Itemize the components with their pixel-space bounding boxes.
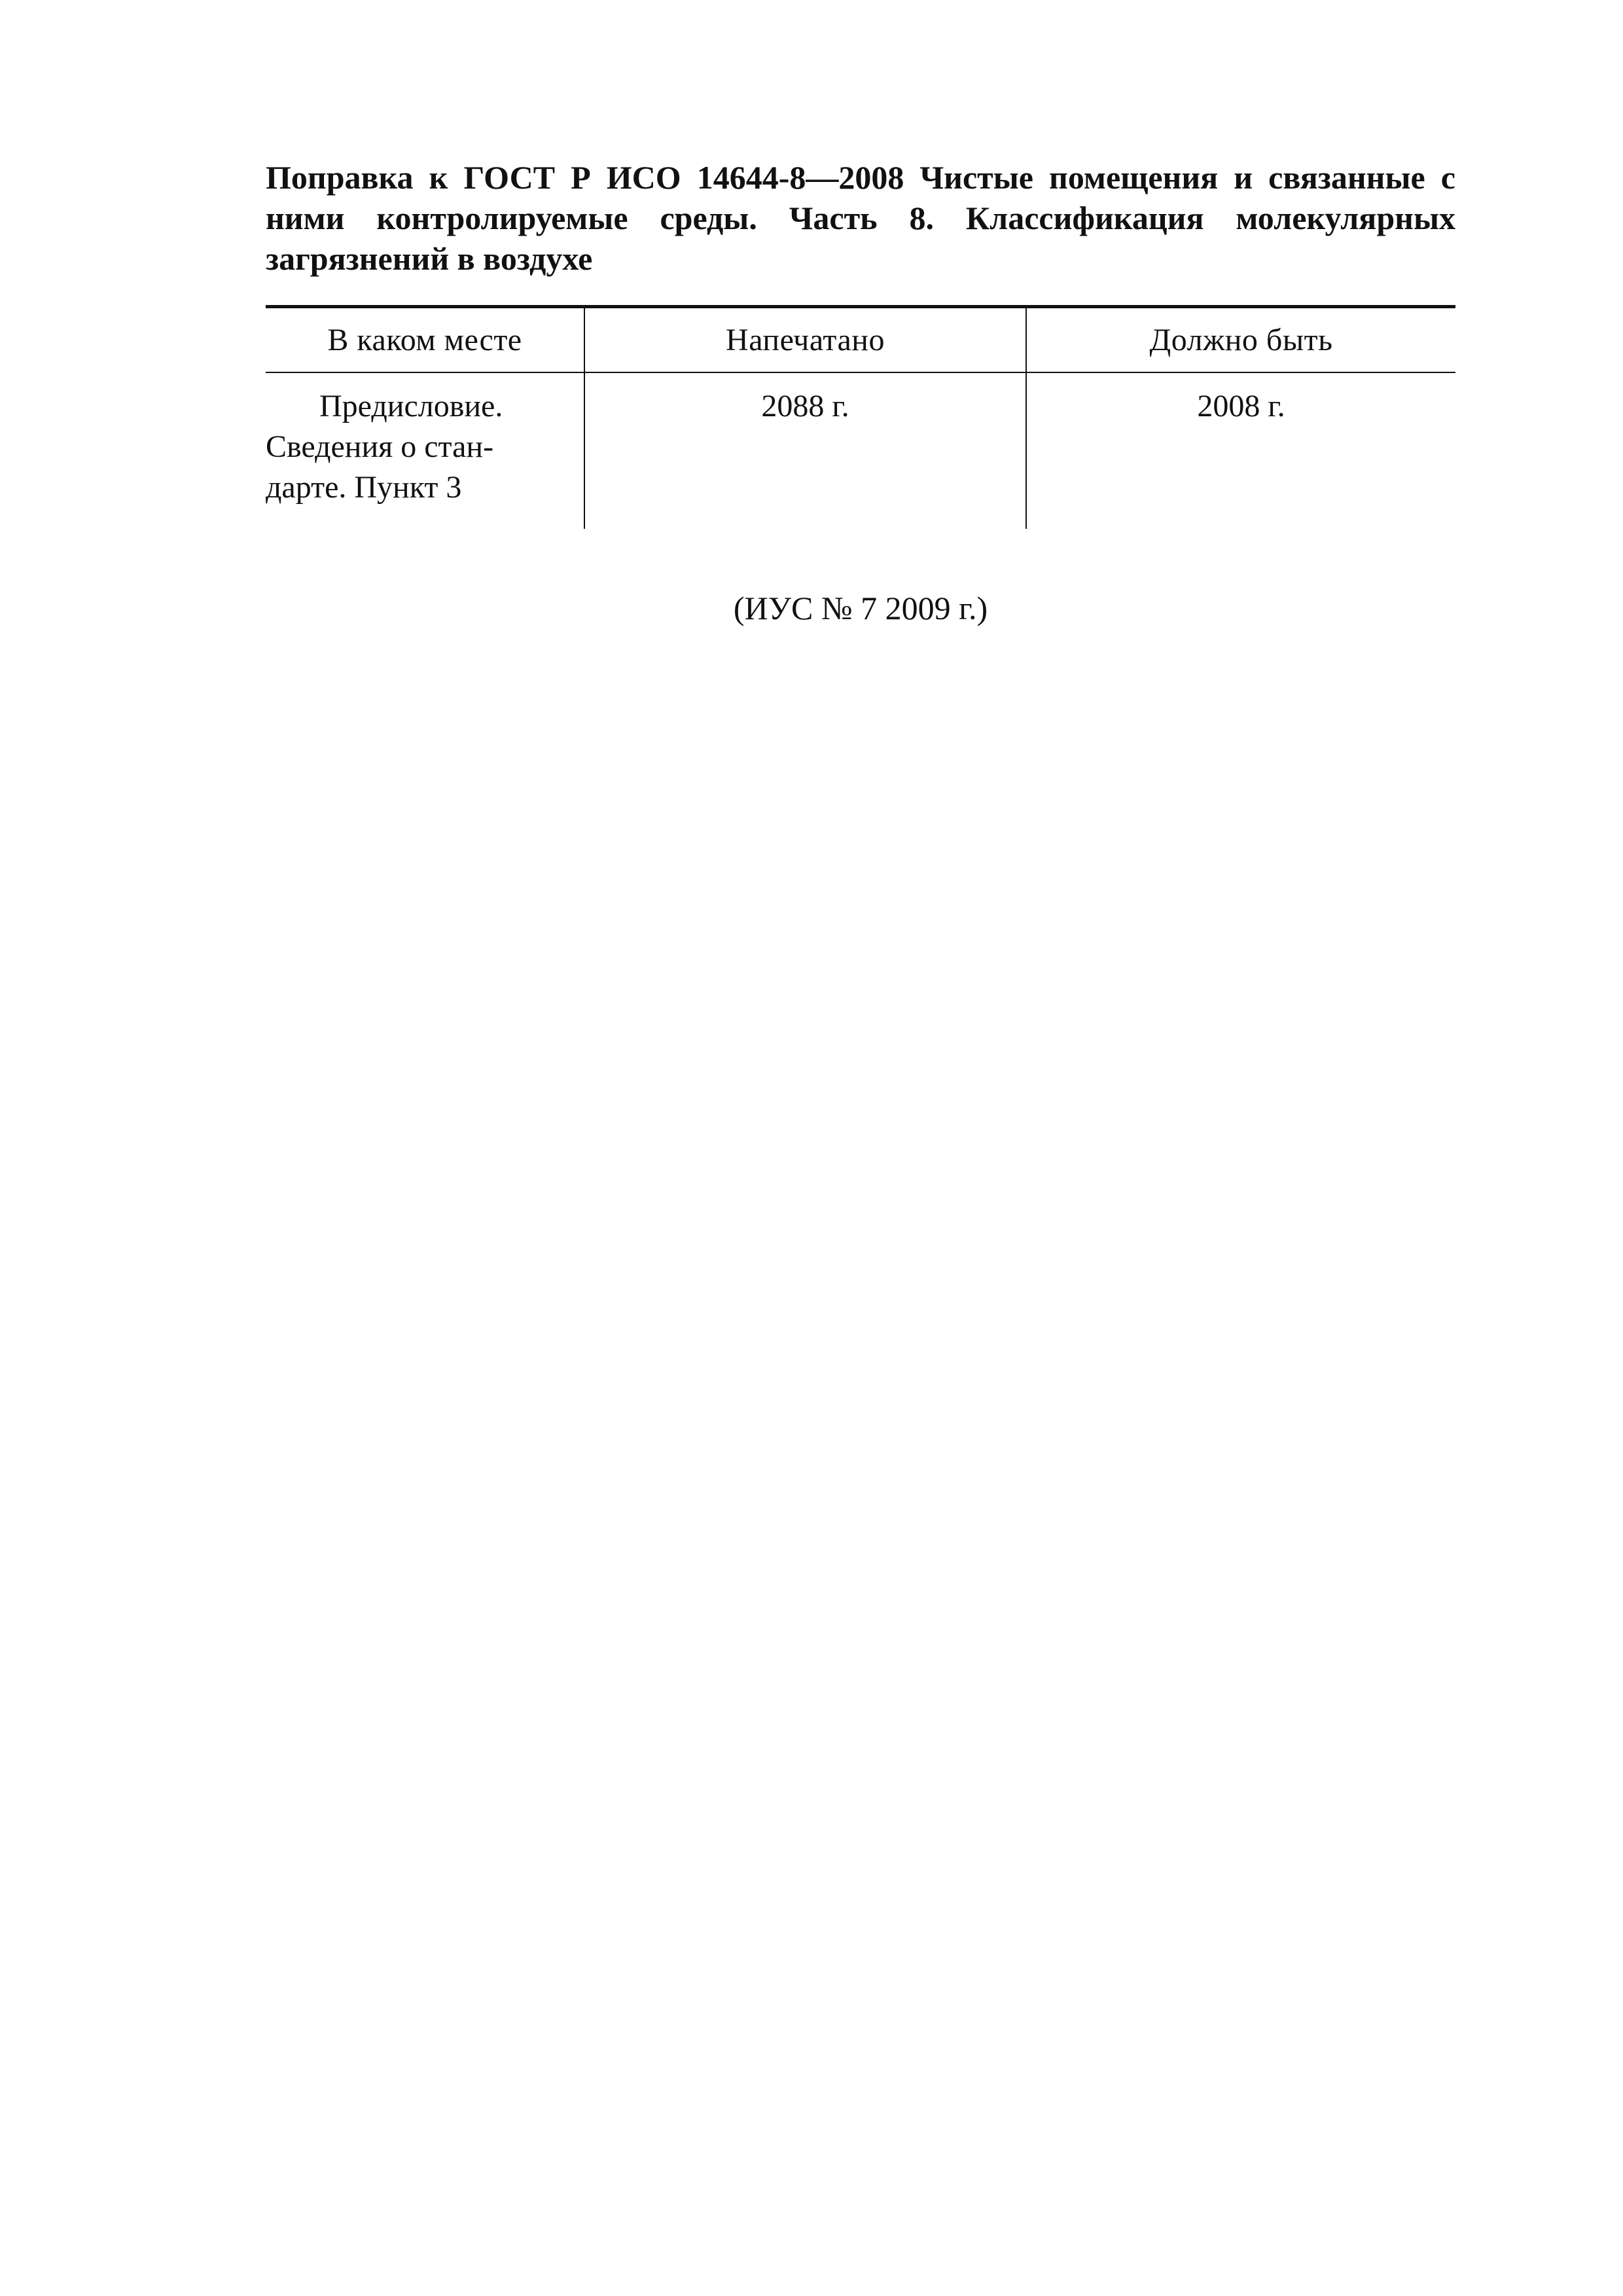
cell-should-be: 2008 г. [1026,372,1455,529]
location-line: Сведения о стан- [266,429,494,464]
table-header-row [266,307,1455,372]
column-header-printed: Напечатано [584,307,1026,372]
cell-location [266,372,584,529]
column-header-should-be: Должно быть [1026,307,1455,372]
location-line: Предисловие. [319,388,503,423]
table-row [266,372,1455,529]
cell-printed: 2088 г. [584,372,1026,529]
publication-source-note: (ИУС № 7 2009 г.) [733,590,988,626]
amendment-table [266,305,1455,529]
column-header-location: В каком месте [266,307,584,372]
document-title: Поправка к ГОСТ Р ИСО 14644-8—2008 Чистые помещения и связанные с ними контролируемые среды. Часть 8. Классификация молекулярных загрязнений в воздухе [266,159,1455,277]
location-line: дарте. Пункт 3 [266,469,462,505]
